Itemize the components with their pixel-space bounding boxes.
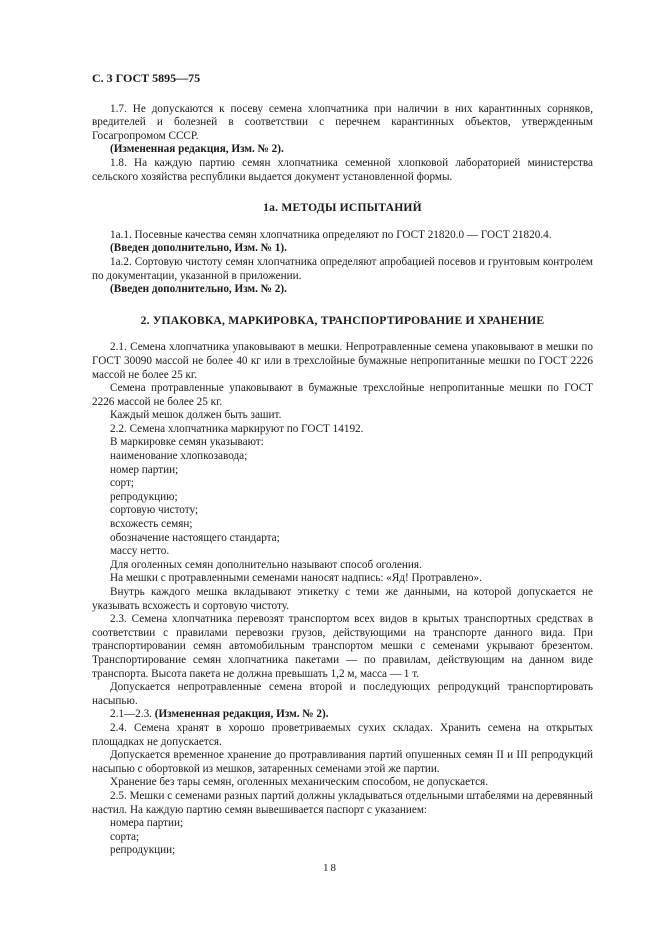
paragraph: В маркировке семян указывают:: [110, 436, 264, 449]
page-header: С. 3 ГОСТ 5895—75: [92, 71, 201, 85]
amendment-note: (Измененная редакция, Изм. № 2).: [110, 143, 284, 156]
list-item: репродукцию;: [110, 490, 178, 503]
list-item: всхожесть семян;: [110, 518, 193, 531]
paragraph: Допускается непротравленные семена второй и последующих репродукций транспортировать насыпью.: [92, 681, 593, 707]
paragraph: Семена протравленные упаковывают в бумажные трехслойные непропитанные мешки по ГОСТ 2226 массой не более 25 кг.: [92, 382, 593, 408]
list-item: массу нетто.: [110, 545, 170, 558]
passport-list: [92, 817, 593, 858]
list-item: обозначение настоящего стандарта;: [110, 531, 280, 544]
amendment-note: (Измененная редакция, Изм. № 2).: [154, 708, 329, 721]
paragraph-2-5: 2.5. Мешки с семенами разных партий должны укладываться отдельными штабелями на деревянный настил. На каждую партию семян вывешивается паспорт с указанием:: [92, 789, 593, 816]
amendment-line: [92, 708, 593, 722]
amendment-note: (Введен дополнительно, Изм. № 1).: [110, 242, 287, 255]
paragraph: Каждый мешок должен быть зашит.: [110, 409, 282, 422]
paragraph-1a-1: 1а.1. Посевные качества семян хлопчатника определяют по ГОСТ 21820.0 — ГОСТ 21820.4.: [110, 228, 552, 241]
paragraph-1a-2: 1а.2. Сортовую чистоту семян хлопчатника определяют апробацией посевов и грунтовым контролем по документации, указанной в приложении.: [92, 255, 593, 282]
section-title-test-methods: 1а. МЕТОДЫ ИСПЫТАНИЙ: [263, 201, 422, 215]
paragraph: Допускается временное хранение до протравливания партий опушенных семян II и III репродукций насыпью с обортовкой из мешков, затаренных семенами этой же партии.: [92, 749, 593, 775]
paragraph-2-2: 2.2. Семена хлопчатника маркируют по ГОСТ 14192.: [110, 422, 364, 435]
amendment-note: (Введен дополнительно, Изм. № 2).: [110, 283, 287, 296]
paragraph-2-4: 2.4. Семена хранят в хорошо проветриваемых сухих складах. Хранить семена на открытых площадках не допускается.: [92, 721, 593, 748]
paragraph: На мешки с протравленными семенами наносят надпись: «Яд! Протравлено».: [110, 572, 482, 585]
list-item: наименование хлопкозавода;: [110, 450, 248, 463]
paragraph: Хранение без тары семян, оголенных механическим способом, не допускается.: [110, 776, 489, 789]
paragraph-1-7: 1.7. Не допускаются к посеву семена хлопчатника при наличии в них карантинных сорняков, вредителей и болезней в соответствии с перечнем карантинных объектов, утвержденным Госагропромом СССР.: [92, 102, 593, 142]
paragraph-1-8: 1.8. На каждую партию семян хлопчатника семенной хлопковой лабораторией министерства сельского хозяйства республики выдается документ установленной формы.: [92, 156, 593, 183]
list-item: сорт;: [110, 477, 135, 490]
list-item: номера партии;: [110, 817, 184, 830]
paragraph-2-3: 2.3. Семена хлопчатника перевозят транспортом всех видов в крытых транспортных средствах в соответствии с правилами перевозки грузов, действующими на транспорте данного вида. При транспортировании семян автомобильным транспортом мешки с семенами укрывают брезентом. Транспортирование семян хлопчатника пакетами — по правилам, действующим на данном виде транспорта. Высота пакета не должна превышать 1,2 м, масса — 1 т.: [92, 613, 593, 680]
paragraph: Для оголенных семян дополнительно называют способ оголения.: [110, 558, 422, 571]
page-number: 18: [323, 862, 338, 874]
list-item: сорта;: [110, 830, 140, 843]
amendment-prefix: 2.1—2.3.: [110, 708, 155, 721]
paragraph: Внутрь каждого мешка вкладывают этикетку с теми же данными, на которой допускается не указывать всхожесть и сортовую чистоту.: [92, 586, 593, 612]
list-item: репродукции;: [110, 844, 176, 857]
list-item: сортовую чистоту;: [110, 504, 199, 517]
marking-list: [92, 450, 593, 559]
section-title-packing: 2. УПАКОВКА, МАРКИРОВКА, ТРАНСПОРТИРОВАНИЕ И ХРАНЕНИЕ: [140, 313, 545, 327]
paragraph-2-1: 2.1. Семена хлопчатника упаковывают в мешки. Непротравленные семена упаковывают в мешки по ГОСТ 30090 массой не более 40 кг или в трехслойные бумажные непропитанные мешки по ГОСТ 2226 массой не более 25 кг.: [92, 341, 593, 381]
list-item: номер партии;: [110, 463, 179, 476]
